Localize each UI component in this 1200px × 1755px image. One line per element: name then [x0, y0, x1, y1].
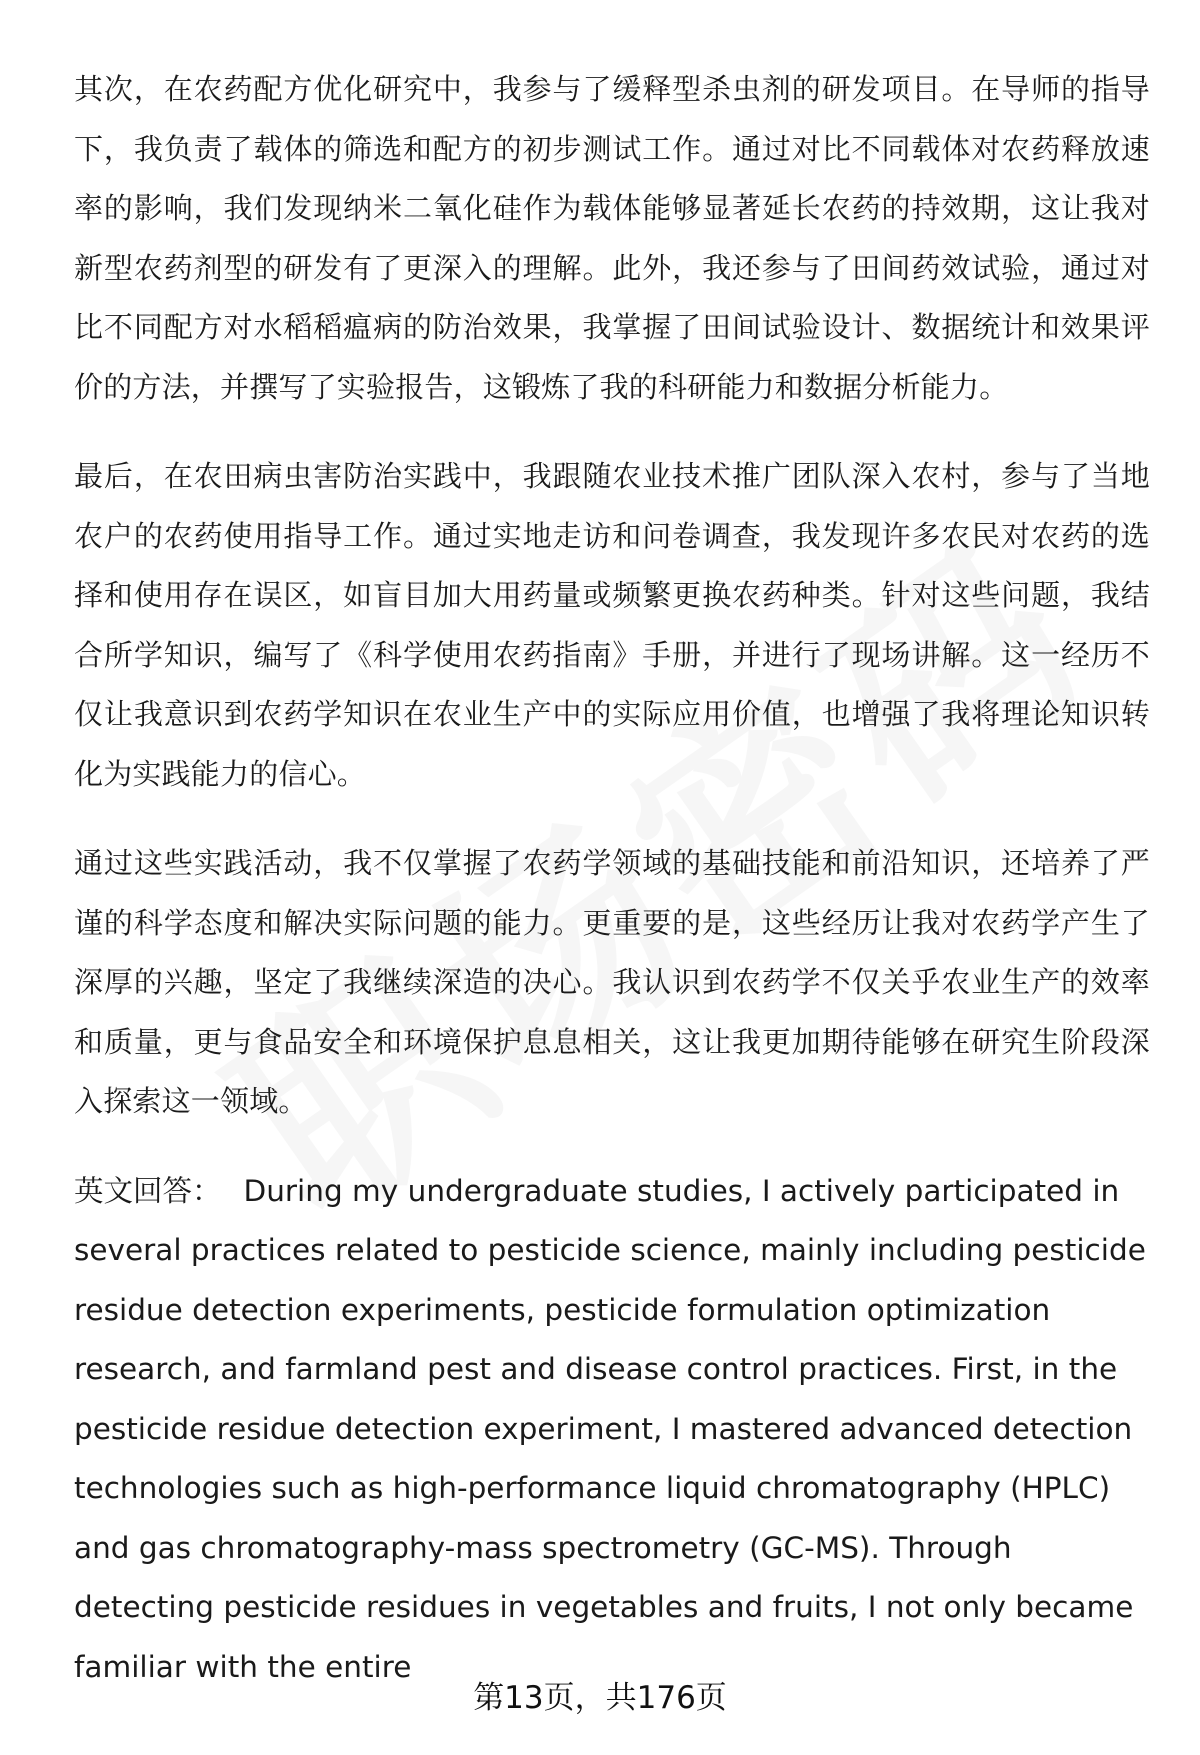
- page-body: [74, 60, 1150, 1727]
- english-answer-label: 英文回答：: [74, 1173, 222, 1208]
- paragraph-formulation-research: 其次，在农药配方优化研究中，我参与了缓释型杀虫剂的研发项目。在导师的指导下，我负责了载体的筛选和配方的初步测试工作。通过对比不同载体对农药释放速率的影响，我们发现纳米二氧化硅作为载体能够显著延长农药的持效期，这让我对新型农药剂型的研发有了更深入的理解。此外，我还参与了田间药效试验，通过对比不同配方对水稻稻瘟病的防治效果，我掌握了田间试验设计、数据统计和效果评价的方法，并撰写了实验报告，这锻炼了我的科研能力和数据分析能力。: [74, 72, 1150, 404]
- paragraph-field-practice: 最后，在农田病虫害防治实践中，我跟随农业技术推广团队深入农村，参与了当地农户的农药使用指导工作。通过实地走访和问卷调查，我发现许多农民对农药的选择和使用存在误区，如盲目加大用药量或频繁更换农药种类。针对这些问题，我结合所学知识，编写了《科学使用农药指南》手册，并进行了现场讲解。这一经历不仅让我意识到农药学知识在农业生产中的实际应用价值，也增强了我将理论知识转化为实践能力的信心。: [74, 459, 1150, 791]
- english-answer-text: During my undergraduate studies, I actively participated in several practices related to pesticide science, mainly including pesticide residue detection experiments, pesticide formulation optimization research, and farmland pest and disease control practices. First, in the pesticide residue detection experiment, I mastered advanced detection technologies such as high-performance liquid chromatography (HPLC) and gas chromatography-mass spectrometry (GC-MS). Through detecting pesticide residues in vegetables and fruits, I not only became familiar with the entire: [74, 1173, 1146, 1684]
- paragraph-english-answer: [74, 1162, 1150, 1698]
- page-number-footer: 第13页，共176页: [473, 1680, 727, 1716]
- paragraph-summary: 通过这些实践活动，我不仅掌握了农药学领域的基础技能和前沿知识，还培养了严谨的科学态度和解决实际问题的能力。更重要的是，这些经历让我对农药学产生了深厚的兴趣，坚定了我继续深造的决心。我认识到农药学不仅关乎农业生产的效率和质量，更与食品安全和环境保护息息相关，这让我更加期待能够在研究生阶段深入探索这一领域。: [74, 846, 1150, 1118]
